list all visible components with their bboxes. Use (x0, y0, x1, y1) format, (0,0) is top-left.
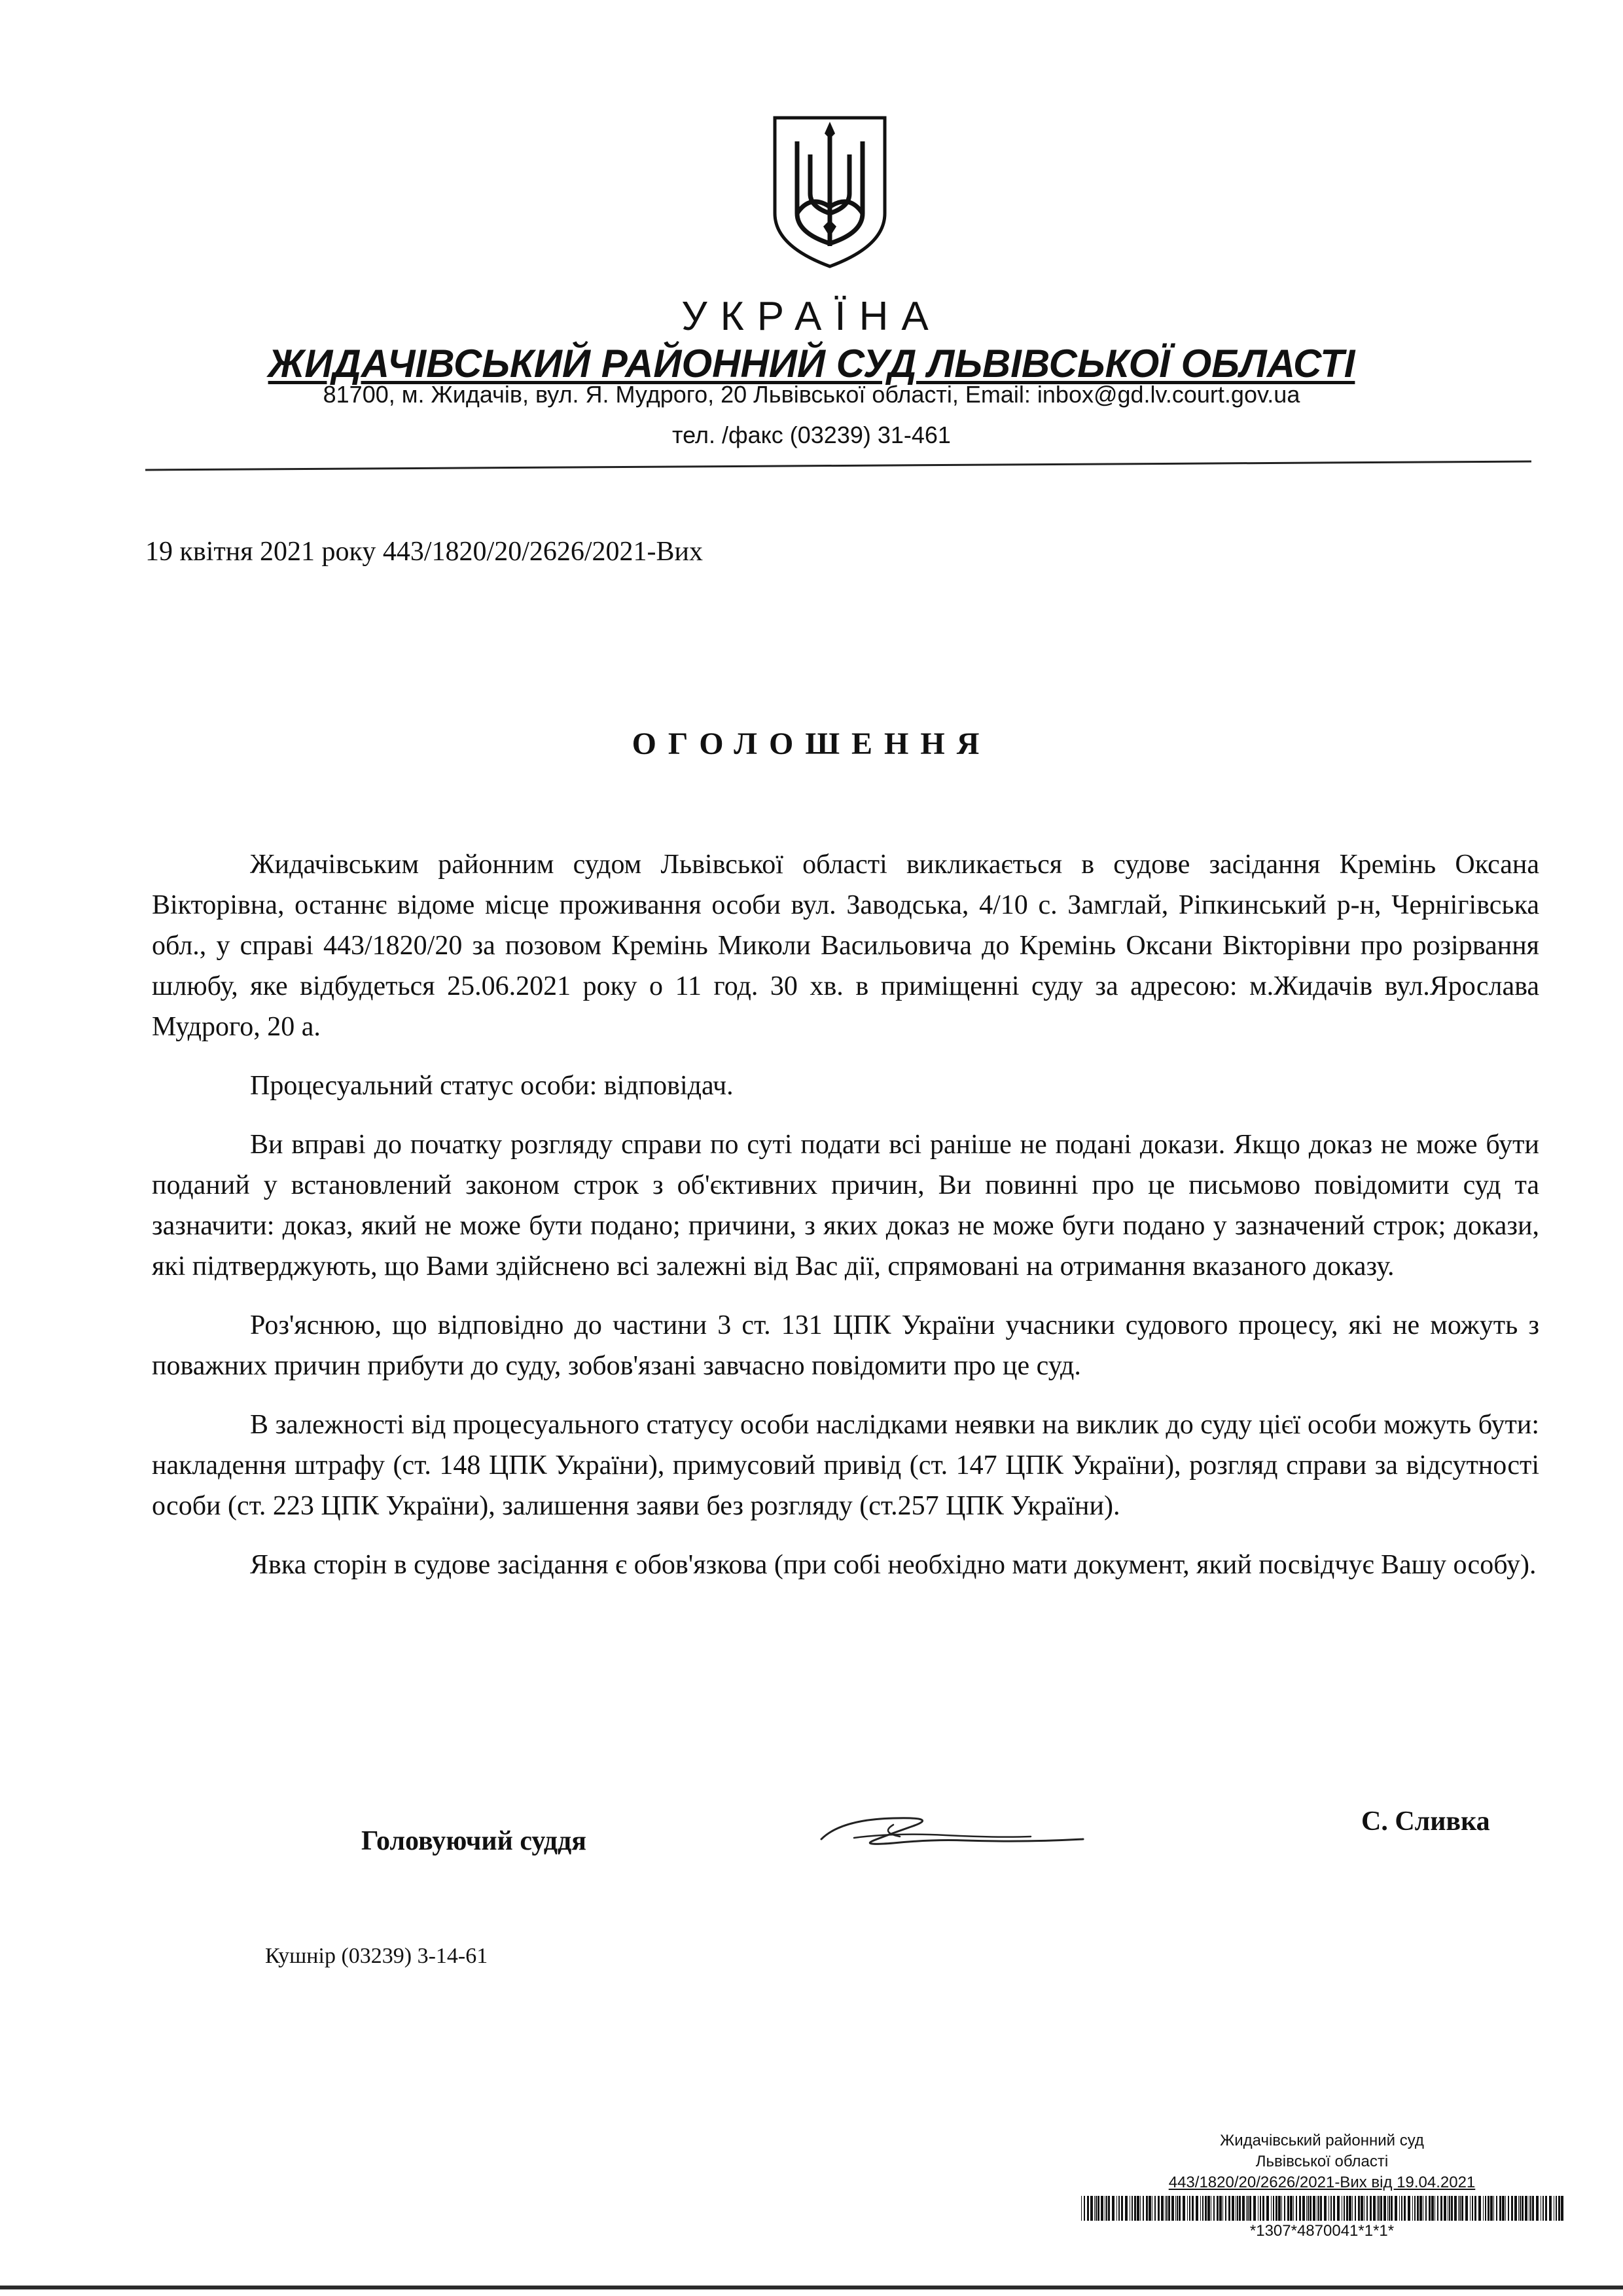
barcode-bar (1358, 2196, 1360, 2221)
barcode-bar (1536, 2196, 1539, 2221)
barcode-bar (1137, 2196, 1139, 2221)
barcode-bar (1168, 2196, 1170, 2221)
barcode-bar (1125, 2196, 1128, 2221)
barcode-bar (1361, 2196, 1363, 2221)
barcode-bar (1511, 2196, 1513, 2221)
barcode-bar (1346, 2196, 1348, 2221)
barcode-bar (1090, 2196, 1093, 2221)
barcode-bar (1146, 2196, 1148, 2221)
barcode-bar (1380, 2196, 1382, 2221)
barcode-bar (1404, 2196, 1406, 2221)
barcode-bar (1232, 2196, 1234, 2221)
barcode-bar (1177, 2196, 1178, 2221)
barcode-bar (1192, 2196, 1194, 2221)
barcode-bar (1213, 2196, 1215, 2221)
court-name: ЖИДАЧІВСЬКИЙ РАЙОННИЙ СУД ЛЬВІВСЬКОЇ ОБЛАСТІ (268, 342, 1355, 386)
barcode-bar (1395, 2196, 1397, 2221)
signature-title: Головуючий суддя (361, 1826, 586, 1856)
document-body (152, 844, 1539, 1604)
barcode-bar (1284, 2196, 1285, 2221)
paragraph: В залежності від процесуального статусу особи наслідками неявки на виклик до суду цієї особи можуть бути: накладення штрафу (ст. 148 ЦПК України), примусовий привід (ст. 147 ЦПК України), розгляд справи за відсутності особи (ст. 223 ЦПК України), залишення заяви без розгляду (ст.257 ЦПК України). (152, 1410, 1539, 1521)
barcode-bar (1444, 2196, 1446, 2221)
barcode-bar (1318, 2196, 1319, 2221)
barcode-bar (1118, 2196, 1120, 2221)
barcode-bar (1081, 2196, 1082, 2221)
barcode-bar (1459, 2196, 1461, 2221)
barcode-bar (1247, 2196, 1249, 2221)
barcode-bar (1522, 2196, 1524, 2221)
barcode-bar (1419, 2196, 1422, 2221)
barcode-bar (1308, 2196, 1309, 2221)
barcode-bar (1306, 2196, 1307, 2221)
court-phone: тел. /факс (03239) 31-461 (672, 422, 951, 448)
barcode-bar (1179, 2196, 1181, 2221)
barcode-bar (1239, 2196, 1241, 2221)
barcode-bar (1530, 2196, 1531, 2221)
barcode-bar (1187, 2196, 1188, 2221)
barcode-bar (1502, 2196, 1505, 2221)
barcode-bar (1242, 2196, 1245, 2221)
barcode-bar (1200, 2196, 1201, 2221)
barcode-bar (1483, 2196, 1484, 2221)
barcode-bar (1096, 2196, 1097, 2221)
barcode-bar (1293, 2196, 1294, 2221)
barcode-bar (1171, 2196, 1174, 2221)
barcode-bar (1205, 2196, 1207, 2221)
barcode-bar (1355, 2196, 1356, 2221)
barcode-bar (1166, 2196, 1168, 2221)
paragraph: Роз'яснюю, що відповідно до частини 3 ст. 131 ЦПК України учасники судового процесу, які не можуть з поважних причин прибути до суду, зобов'язані завчасно повідомити про це суд. (152, 1310, 1539, 1381)
barcode-bar (1485, 2196, 1486, 2221)
barcode-bar (1437, 2196, 1438, 2221)
barcode-bar (1116, 2196, 1117, 2221)
barcode-bar (1217, 2196, 1219, 2221)
barcode-bar (1260, 2196, 1261, 2221)
barcode-bar (1451, 2196, 1453, 2221)
paragraph: Жидачівським районним судом Львівської області викликається в судове засідання Кремінь Оксана Вікторівна, останнє відоме місце проживання особи вул. Заводська, 4/10 с. Замглай, Ріпкинський р-н, Чернігівська обл., у справі 443/1820/20 за позовом Кремінь Миколи Васильовича до Кремінь Оксани Вікторівни про розірвання шлюбу, яке відбудеться 25.06.2021 року о 11 год. 30 хв. в приміщенні суду за адресою: м.Жидачів вул.Ярослава Мудрого, 20 а. (152, 850, 1539, 1042)
barcode-bar (1287, 2196, 1289, 2221)
barcode-bar (1508, 2196, 1509, 2221)
paragraph: Явка сторін в судове засідання є обов'язкова (при собі необхідно мати документ, який посвідчує Вашу особу). (250, 1550, 1537, 1580)
date-reference: 19 квітня 2021 року 443/1820/20/2626/2021-Вих (145, 537, 704, 567)
coat-of-arms-icon (771, 115, 889, 269)
barcode-bar (1488, 2196, 1489, 2221)
barcode-bar (1106, 2196, 1107, 2221)
barcode-bar (1249, 2196, 1251, 2221)
barcode-bar (1499, 2196, 1501, 2221)
barcode-bar (1377, 2196, 1378, 2221)
barcode-bar (1275, 2196, 1277, 2221)
barcode-bar (1414, 2196, 1416, 2221)
barcode-bar (1465, 2196, 1468, 2221)
barcode-bar (1505, 2196, 1506, 2221)
barcode-bar (1383, 2196, 1386, 2221)
signature-image (815, 1806, 1090, 1859)
barcode-bar (1514, 2196, 1517, 2221)
barcode-bar (1454, 2196, 1457, 2221)
barcode-bar (1449, 2196, 1450, 2221)
barcode-bar (1320, 2196, 1322, 2221)
country-name: УКРАЇНА (681, 294, 942, 339)
barcode-bar (1399, 2196, 1400, 2221)
barcode-bar (1337, 2196, 1340, 2221)
barcode-bar (1425, 2196, 1427, 2221)
barcode-bar (1207, 2196, 1210, 2221)
barcode-bar (1143, 2196, 1144, 2221)
barcode-bar (1412, 2196, 1413, 2221)
barcode-bar (1408, 2196, 1410, 2221)
barcode-bar (1391, 2196, 1393, 2221)
barcode-bar (1344, 2196, 1345, 2221)
barcode-bar (1112, 2196, 1115, 2221)
barcode-bar (1313, 2196, 1315, 2221)
barcode-bar (1366, 2196, 1368, 2221)
barcode-bar (1370, 2196, 1372, 2221)
barcode-bar (1266, 2196, 1269, 2221)
barcode-bar (1532, 2196, 1534, 2221)
barcode-bar (1196, 2196, 1198, 2221)
scan-edge (0, 2286, 1623, 2289)
barcode-bar (1389, 2196, 1390, 2221)
barcode-bar (1352, 2196, 1353, 2221)
barcode-bar (1108, 2196, 1110, 2221)
barcode-bar (1189, 2196, 1190, 2221)
barcode-bar (1349, 2196, 1351, 2221)
barcode-bar (1175, 2196, 1176, 2221)
judge-name: С. Сливка (1361, 1806, 1490, 1837)
barcode-bar (1262, 2196, 1264, 2221)
barcode-bar (1429, 2196, 1431, 2221)
barcode-bar (1228, 2196, 1230, 2221)
barcode-bar (1271, 2196, 1272, 2221)
barcode-bar (1496, 2196, 1497, 2221)
barcode-bar (1561, 2196, 1563, 2221)
barcode-bar (1097, 2196, 1099, 2221)
barcode-bar (1140, 2196, 1141, 2221)
barcode-bar (1324, 2196, 1327, 2221)
barcode-bar (1401, 2196, 1402, 2221)
barcode-image (1080, 2196, 1564, 2221)
barcode-bar (1549, 2196, 1552, 2221)
barcode-bar (1543, 2196, 1544, 2221)
barcode-bar (1290, 2196, 1293, 2221)
barcode-number: *1307*4870041*1*1* (1249, 2222, 1395, 2240)
barcode-bar (1202, 2196, 1204, 2221)
stamp-reference: 443/1820/20/2626/2021-Вих від 19.04.2021 (1168, 2174, 1476, 2191)
barcode-bar (1556, 2196, 1557, 2221)
barcode-bar (1333, 2196, 1335, 2221)
barcode-bar (1458, 2196, 1459, 2221)
paragraph: Процесуальний статус особи: відповідач. (250, 1071, 734, 1101)
executor-contact: Кушнір (03239) 3-14-61 (265, 1944, 488, 1968)
document-title: ОГОЛОШЕННЯ (632, 726, 991, 761)
barcode-bar (1299, 2196, 1301, 2221)
barcode-bar (1302, 2196, 1305, 2221)
barcode-bar (1296, 2196, 1297, 2221)
barcode-bar (1237, 2196, 1238, 2221)
barcode-bar (1253, 2196, 1256, 2221)
barcode-bar (1461, 2196, 1463, 2221)
barcode-bar (1520, 2196, 1521, 2221)
stamp-court-line: Жидачівський районний суд (1220, 2132, 1424, 2149)
barcode-bar (1158, 2196, 1160, 2221)
barcode-bar (1084, 2196, 1085, 2221)
barcode-bar (1474, 2196, 1476, 2221)
header-divider (145, 461, 1531, 471)
barcode-bar (1472, 2196, 1473, 2221)
barcode-bar (1478, 2196, 1481, 2221)
barcode-bar (1378, 2196, 1380, 2221)
barcode-bar (1470, 2196, 1471, 2221)
barcode-bar (1330, 2196, 1332, 2221)
barcode-bar (1225, 2196, 1226, 2221)
barcode-bar (1134, 2196, 1136, 2221)
barcode-bar (1246, 2196, 1247, 2221)
barcode-bar (1222, 2196, 1223, 2221)
barcode-bar (1440, 2196, 1442, 2221)
barcode-bar (1493, 2196, 1494, 2221)
barcode-bar (1132, 2196, 1133, 2221)
barcode-bar (1281, 2196, 1282, 2221)
barcode-bar (1149, 2196, 1151, 2221)
barcode-bar (1101, 2196, 1103, 2221)
barcode-bar (1431, 2196, 1434, 2221)
barcode-bar (1310, 2196, 1311, 2221)
barcode-bar (1490, 2196, 1493, 2221)
registration-stamp (1073, 2130, 1571, 2242)
barcode-bar (1121, 2196, 1123, 2221)
barcode-bar (1219, 2196, 1222, 2221)
barcode-bar (1278, 2196, 1281, 2221)
court-address: 81700, м. Жидачів, вул. Я. Мудрого, 20 Львівської області, Email: inbox@gd.lv.court.gov.ua (323, 381, 1300, 408)
barcode-bar (1161, 2196, 1164, 2221)
barcode-bar (1154, 2196, 1156, 2221)
barcode-bar (1525, 2196, 1527, 2221)
barcode-bar (1273, 2196, 1274, 2221)
barcode-bar (1094, 2196, 1095, 2221)
barcode-bar (1087, 2196, 1089, 2221)
barcode-bar (1518, 2196, 1519, 2221)
barcode-bar (1545, 2196, 1547, 2221)
barcode-bar (1165, 2196, 1166, 2221)
barcode-bar (1183, 2196, 1185, 2221)
barcode-bar (1373, 2196, 1376, 2221)
stamp-region-line: Львівської області (1255, 2153, 1389, 2170)
barcode-bar (1417, 2196, 1419, 2221)
barcode-bar (1558, 2196, 1560, 2221)
barcode-bar (1387, 2196, 1388, 2221)
paragraph: Ви вправі до початку розгляду справи по суті подати всі раніше не подані докази. Якщо доказ не може бути поданий у встановлений законом строк з об'єктивних причин, Ви повинні про це письмово повідомити суд та зазначити: доказ, який не може бути подано; причини, з яких доказ не може буги подано у зазначений строк; докази, які підтверджують, що Вами здійснено всі залежні від Вас дії, спрямовані на отримання вказаного доказу. (152, 1130, 1539, 1282)
